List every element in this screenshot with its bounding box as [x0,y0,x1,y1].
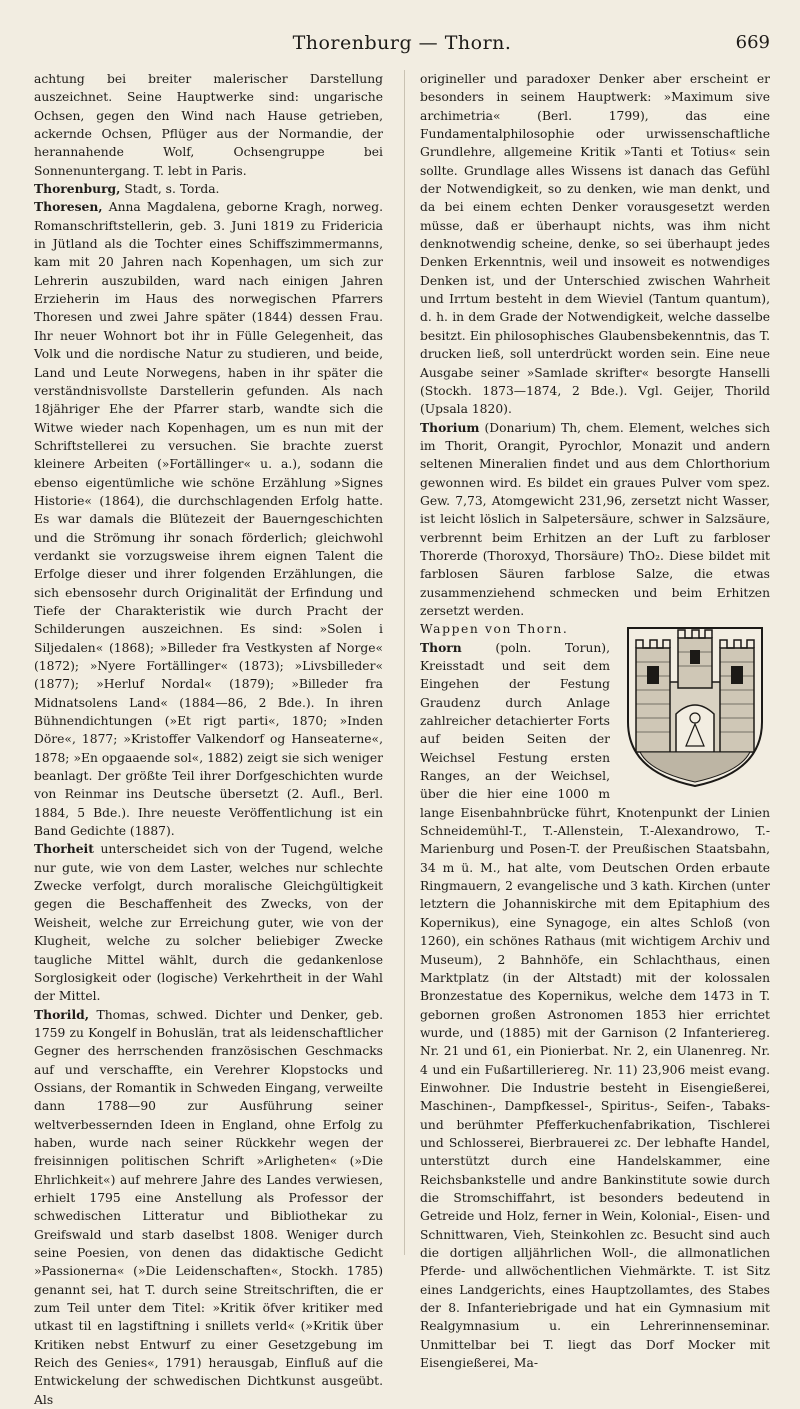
entry-thorild: Thorild, Thomas, schwed. Dichter und Denker, geb. 1759 zu Kongelf in Bohuslän, trat als leidenschaftlicher Gegner des herrschenden französischen Geschmacks auf und verschaffte, ein Verehrer Klopstocks und Ossians, der Romantik in Schweden Eingang, verweilte dann 1788—90 zur Ausführung seiner weltverbessernden Ideen in England, ohne Erfolg zu haben, wurde nach seiner Rückkehr wegen der freisinnigen politischen Schrift »Arligheten« (»Die Ehrlichkeit«) auf mehrere Jahre des Landes verwiesen, erhielt 1795 eine Anstellung als Professor der schwedischen Litteratur und Bibliothekar zu Greifswald und starb daselbst 1808. Weniger durch seine Poesien, von denen das didaktische Gedicht »Passionerna« (»Die Leidenschaften«, Stockh. 1785) genannt sei, hat T. durch seine Streitschriften, die er zum Teil unter dem Titel: »Kritik öfver kritiker med utkast til en lagstiftning i snillets verld« (»Kritik über Kritiken nebst Entwurf zu einer Gesetzgebung im Reich des Genies«, 1791) herausgab, Einfluß auf die Entwickelung der schwedischen Dichtkunst ausgeübt. Als [34,1006,383,1407]
coat-of-arms-figure [620,622,770,790]
column-divider [404,70,405,1255]
entry-continuation: achtung bei breiter malerischer Darstellung auszeichnet. Seine Hauptwerke sind: ungarische Ochsen, gegen den Wind nach Hause getrieben, ackernde Ochsen, Pflüger aus der Normandie, der herannahende Wolf, Ochsengruppe bei Sonnenuntergang. T. lebt in Paris. [34,72,383,178]
entry-headword: Thorenburg, [34,181,121,197]
entry-headword: Thoresen, [34,199,103,215]
left-column [34,70,383,1409]
page-number: 669 [735,32,770,53]
entry-headword: Thorild, [34,1006,89,1022]
entry-headword: Thorium [420,419,480,435]
entry-headword: Thorheit [34,841,94,857]
entry-continuation: origineller und paradoxer Denker aber erscheint er besonders in seinem Hauptwerk: »Maximum sive archimetria« (Berl. 1799), das eine Fundamentalphilosophie oder urwissenschaftliche Grundlehre, allgemeine Kritik »Tanti et Totius« sein sollte. Grundlage alles Wissens ist danach das Gefühl der Notwendigkeit, so zu denken, wie man denkt, und da bei einem echten Denker vorausgesetzt werden müsse, daß er überhaupt nichts, was ihm nicht denknotwendig scheine, denke, so sei überhaupt jedes Denken Erkenntnis, weil und insoweit es notwendiges Denken ist, und der Unterschied zwischen Wahrheit und Irrtum besteht in dem Wieviel (Tantum quantum), d. h. in dem Grade der Notwendigkeit, welche dasselbe besitzt. Ein philosophisches Glaubensbekenntnis, das T. drucken ließ, soll unterdrückt worden sein. Eine neue Ausgabe seiner »Samlade skrifter« besorgte Hanselli (Stockh. 1873—1874, 2 Bde.). Vgl. Geijer, Thorild (Upsala 1820). [420,72,770,417]
running-title: Thorenburg — Thorn. [292,32,512,54]
page-header [34,32,770,56]
figure-caption: Wappen von Thorn. [420,622,569,637]
entry-thorheit: Thorheit unterscheidet sich von der Tugend, welche nur gute, wie von dem Laster, welches nur schlechte Zwecke verfolgt, durch moralische Gleichgültigkeit gegen die Beschaffenheit des Zwecks, von der Weisheit, welche zur Erreichung guter, wie von der Klugheit, welche zu solcher beliebiger Zwecke taugliche Mittel wählt, durch die gedankenlose Sorglosigkeit oder (logische) Verkehrtheit in der Wahl der Mittel. [34,841,383,1004]
thorn-coat-of-arms-icon [620,622,770,790]
right-column: origineller und paradoxer Denker aber erscheint er besonders in seinem Hauptwerk: »Maximum sive archimetria« (Berl. 1799), das eine Fundamentalphilosophie oder urwissenschaftliche Grundlehre, allgemeine Kritik »Tanti et Totius« sein sollte. Grundlage alles Wissens ist danach das Gefühl der Notwendigkeit, so zu denken, wie man denkt, und da bei einem echten Denker vorausgesetzt werden müsse, daß er überhaupt nichts, was ihm nicht denknotwendig scheine, denke, so sei überhaupt jedes Denken Erkenntnis, weil und insoweit es notwendiges Denken ist, und der Unterschied zwischen Wahrheit und Irrtum besteht in dem Wieviel (Tantum quantum), d. h. in dem Grade der Notwendigkeit, welche dasselbe besitzt. Ein philosophisches Glaubensbekenntnis, das T. drucken ließ, soll unterdrückt worden sein. Eine neue Ausgabe seiner »Samlade skrifter« besorgte Hanselli (Stockh. 1873—1874, 2 Bde.). Vgl. Geijer, Thorild (Upsala 1820). Thorium (Donarium) Th, chem. Element, welches sich im Thorit, Orangit, Pyrochlor, Monazit und andern seltenen Mineralien findet und aus dem Chlorthorium gewonnen wird. Es bildet ein graues Pulver vom spez. Gew. 7,73, Atomgewicht 231,96, zersetzt nicht Wasser, ist leicht löslich in Salpetersäure, schwer in Salzsäure, verbrennt beim Erhitzen an der Luft zu farbloser Thorerde (Thoroxyd, Thorsäure) ThO₂. Diese bildet mit farblosen Säuren farblose Salze, die etwas zusammenziehend schmecken und beim Erhitzen zersetzt werden. Wappen von Thorn. Thorn (poln. Torun), Kreisstadt und seit dem Eingehen der Festung Graudenz durch Anlage zahlreicher detachierter Forts auf beiden Seiten der Weichsel Festung ersten Ranges, an der Weichsel, über die hier eine 1000 m lange Eisenbahnbrücke führt, Knotenpunkt der Linien Schneidemühl-T., T.-Allenstein, T.-Alexandrowo, T.-Marienburg und Posen-T. der Preußischen Staatsbahn, 34 m ü. M., hat alte, vom Deutschen Orden erbaute Ringmauern, 2 evangelische und 3 kath. Kirchen (unter letztern die Johanniskirche mit dem Epitaphium des Kopernikus), eine Synagoge, ein altes Schloß (von 1260), ein schönes Rathaus (mit wichtigem Archiv und Museum), 2 Bahnhöfe, ein Schlachthaus, einen Marktplatz (in der Altstadt) mit der kolossalen Bronzestatue des Kopernikus, welche dem 1473 in T. gebornen großen Astronomen 1853 hier errichtet wurde, und (1885) mit der Garnison (2 Infanteriereg. Nr. 21 und 61, ein Pionierbat. Nr. 2, ein Ulanenreg. Nr. 4 und ein Fußartilleriereg. Nr. 11) 23,906 meist evang. Einwohner. Die Industrie besteht in Eisengießerei, Maschinen-, Dampfkessel-, Spiritus-, Seifen-, Tabaks- und berühmter Pfefferkuchenfabrikation, Tischlerei und Schlosserei, Bierbrauerei zc. Der lebhafte Handel, unterstützt durch eine Handelskammer, eine Reichsbankstelle und andre Bankinstitute sowie durch die Stromschiffahrt, ist besonders bedeutend in Getreide und Holz, ferner in Wein, Kolonial-, Eisen- und Schnittwaren, Vieh, Steinkohlen zc. Besucht sind auch die dortigen alljährlichen Woll-, die allmonatlichen Pferde- und allwöchentlichen Viehmärkte. T. ist Sitz eines Landgerichts, eines Hauptzollamtes, des Stabes der 8. Infanteriebrigade und hat ein Gymnasium mit Realgymnasium u. ein Lehrerinnenseminar. Unmittelbar bei T. liegt das Dorf Mocker mit Eisengießerei, Ma- [420,72,770,1371]
entry-thorium: Thorium (Donarium) Th, chem. Element, welches sich im Thorit, Orangit, Pyrochlor, Monazit und andern seltenen Mineralien findet und aus dem Chlorthorium gewonnen wird. Es bildet ein graues Pulver vom spez. Gew. 7,73, Atomgewicht 231,96, zersetzt nicht Wasser, ist leicht löslich in Salpetersäure, schwer in Salzsäure, verbrennt beim Erhitzen an der Luft zu farbloser Thorerde (Thoroxyd, Thorsäure) ThO₂. Diese bildet mit farblosen Säuren farblose Salze, die etwas zusammenziehend schmecken und beim Erhitzen zersetzt werden. [420,419,770,618]
entry-thoresen: Thoresen, Anna Magdalena, geborne Kragh, norweg. Romanschriftstellerin, geb. 3. Juni 1819 zu Fridericia in Jütland als die Tochter eines Schiffszimmermanns, kam mit 20 Jahren nach Kopenhagen, um sich zur Lehrerin auszubilden, ward nach einigen Jahren Erzieherin im Haus des norwegischen Pfarrers Thoresen und zwei Jahre später (1844) dessen Frau. Ihr neuer Wohnort bot ihr in Fülle Gelegenheit, das Volk und die nordische Natur zu studieren, und beide, Land und Leute Norwegens, haben in ihr später die verständnisvollste Darstellerin gefunden. Als nach 18jähriger Ehe der Pfarrer starb, wandte sich die Witwe wieder nach Kopenhagen, um es nun mit der Schriftstellerei zu versuchen. Sie brachte zuerst kleinere Arbeiten (»Fortällinger« u. a.), sodann die ebenso eigentümliche wie schöne Erzählung »Signes Historie« (1864), die durchschlagenden Erfolg hatte. Es war damals die Blütezeit der Bauerngeschichten und die Strömung ihr sonach förderlich; gleichwohl verdankt sie vorzugsweise ihrem eignen Talent die Erfolge dieser und ihrer folgenden Erzählungen, die sich ebensosehr durch Originalität der Erfindung und Tiefe der Charakteristik wie durch Pracht der Schilderungen auszeichnen. Es sind: »Solen i Siljedalen« (1868); »Billeder fra Vestkysten af Norge« (1872); »Nyere Fortällinger« (1873); »Livsbilleder« (1877); »Herluf Nordal« (1879); »Billeder fra Midnatsolens Land« (1884—86, 2 Bde.). In ihren Bühnendichtungen (»Et rigt parti«, 1870; »Inden Döre«, 1877; »Kristoffer Valkendorf og Hanseaterne«, 1878; »En opgaaende sol«, 1882) zeigt sie sich weniger beanlagt. Der größte Teil ihrer Dorfgeschichten wurde von Reinmar ins Deutsche übersetzt (2. Aufl., Berl. 1884, 5 Bde.). Ihre neueste Veröffentlichung ist ein Band Gedichte (1887). [34,199,383,839]
entry-thorenburg: Thorenburg, Stadt, s. Torda. [34,181,220,197]
entry-headword: Thorn [420,639,462,655]
